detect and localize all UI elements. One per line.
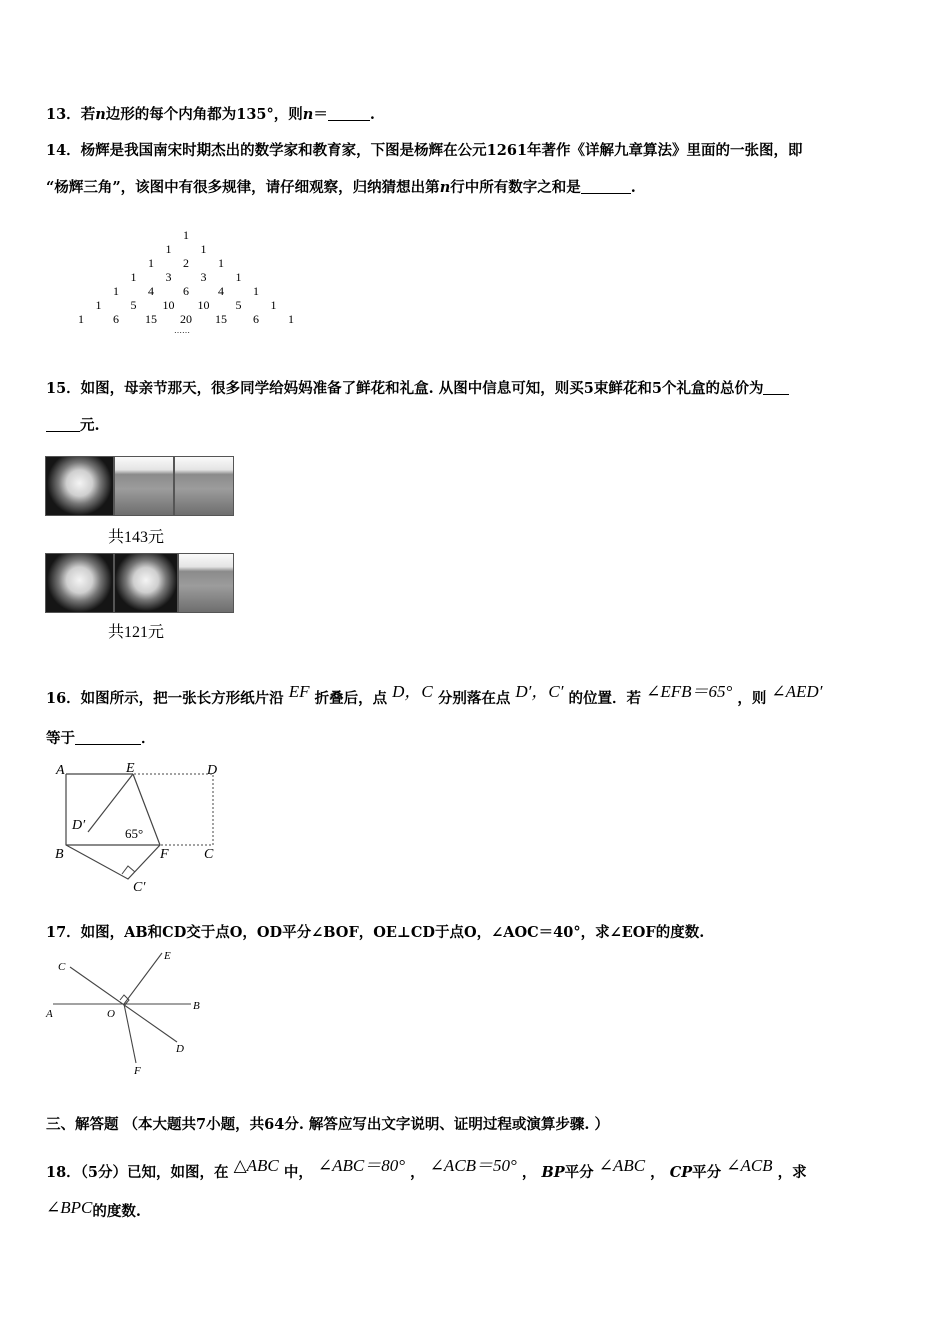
answer-blank[interactable] [328, 106, 370, 121]
label-F: F [160, 847, 169, 862]
gift-box-image [174, 456, 234, 516]
triangle-number: 1 [148, 256, 154, 270]
answer-blank[interactable] [75, 730, 141, 745]
triangle-number: 5 [235, 298, 242, 312]
gift-box-image [178, 553, 234, 613]
question-18-line1: 18．（5分）已知，如图，在 △ABC 中， ∠ABC＝80° ， ∠ACB＝50° ， BP平分 ∠ABC ， CP平分 ∠ACB ，求 [46, 1156, 807, 1181]
label-E: E [126, 761, 135, 776]
question-18-line2: ∠BPC的度数. [46, 1198, 141, 1220]
question-number: 13． [46, 106, 81, 123]
triangle-number: 1 [130, 270, 137, 284]
triangle-number: 2 [183, 256, 189, 270]
label-B: B [193, 1000, 200, 1012]
variable-n: n [95, 106, 106, 123]
question-14-line2: “杨辉三角”，该图中有很多规律，请仔细观察，归纳猜想出第n行中所有数字之和是 . [46, 179, 636, 196]
answer-blank[interactable] [763, 380, 789, 395]
triangle-number: 15 [215, 312, 227, 326]
price-caption-2: 共121元 [108, 624, 165, 641]
triangle-number: 1 [113, 284, 119, 298]
folding-figure [50, 758, 230, 898]
label-D-prime: D′ [72, 818, 86, 833]
triangle-number: 1 [235, 270, 242, 284]
triangle-number: 1 [288, 312, 294, 326]
triangle-number: 3 [200, 270, 207, 284]
triangle-number: 4 [218, 284, 224, 298]
triangle-number: 1 [165, 242, 172, 256]
price-caption-1: 共143元 [108, 529, 165, 546]
label-D: D [207, 763, 218, 778]
triangle-number: 1 [95, 298, 102, 312]
triangle-number: 6 [253, 312, 259, 326]
triangle-number: 3 [165, 270, 172, 284]
triangle-number: 4 [148, 284, 154, 298]
label-C: C [58, 961, 66, 973]
label-B: B [55, 847, 64, 862]
variable-n: n [439, 179, 451, 196]
label-C: C [204, 847, 214, 862]
answer-blank[interactable] [581, 179, 631, 194]
question-13: 13．若n边形的每个内角都为135°，则n＝ . [46, 106, 375, 123]
triangle-number: 20 [180, 312, 192, 326]
angle-label: 65° [125, 826, 144, 841]
triangle-number: 5 [130, 298, 137, 312]
label-F: F [134, 1065, 141, 1077]
triangle-number: 10 [197, 298, 210, 312]
question-16-line2: 等于 ． [46, 730, 156, 747]
triangle-number: 6 [183, 284, 189, 298]
question-15-line2: 元. [46, 414, 100, 435]
answer-blank-continued[interactable] [46, 417, 80, 432]
triangle-number: 1 [78, 312, 84, 326]
triangle-number: 10 [162, 298, 175, 312]
label-E: E [164, 950, 171, 962]
flower-image [45, 553, 114, 613]
triangle-number: 6 [113, 312, 119, 326]
intersecting-lines-figure [40, 945, 220, 1080]
triangle-number: 1 [200, 242, 207, 256]
flower-image [114, 553, 178, 613]
label-A: A [56, 763, 65, 778]
question-17: 17．如图，AB和CD交于点O，OD平分∠BOF，OE⊥CD于点O，∠AOC＝40°，求∠EOF的度数. [46, 924, 705, 941]
triangle-number: 1 [253, 284, 259, 298]
question-16-line1: 16．如图所示，把一张长方形纸片沿 EF 折叠后，点 D，C 分别落在点 D′，C′ 的位置．若 ∠EFB＝65° ，则 ∠AED′ [46, 682, 823, 707]
triangle-number: 15 [145, 312, 157, 326]
gift-box-image [114, 456, 174, 516]
question-15-line1: 15．如图，母亲节那天，很多同学给妈妈准备了鲜花和礼盒. 从图中信息可知，则买5束鲜花和5个礼盒的总价为 [46, 377, 789, 398]
triangle-number: 1 [270, 298, 277, 312]
label-A: A [46, 1008, 53, 1020]
question-14-line1: 14．杨辉是我国南宋时期杰出的数学家和教育家，下图是杨辉在公元1261年著作《详解九章算法》里面的一张图，即 [46, 142, 803, 159]
triangle-number: 1 [218, 256, 224, 270]
section-3-heading: 三、解答题 （本大题共7小题，共64分. 解答应写出文字说明、证明过程或演算步骤. ） [46, 1116, 610, 1133]
triangle-number: 1 [183, 228, 189, 242]
label-D: D [176, 1043, 184, 1055]
label-O: O [107, 1008, 115, 1020]
flower-image [45, 456, 114, 516]
triangle-ellipsis: …… [174, 326, 190, 335]
label-C-prime: C′ [133, 880, 146, 895]
